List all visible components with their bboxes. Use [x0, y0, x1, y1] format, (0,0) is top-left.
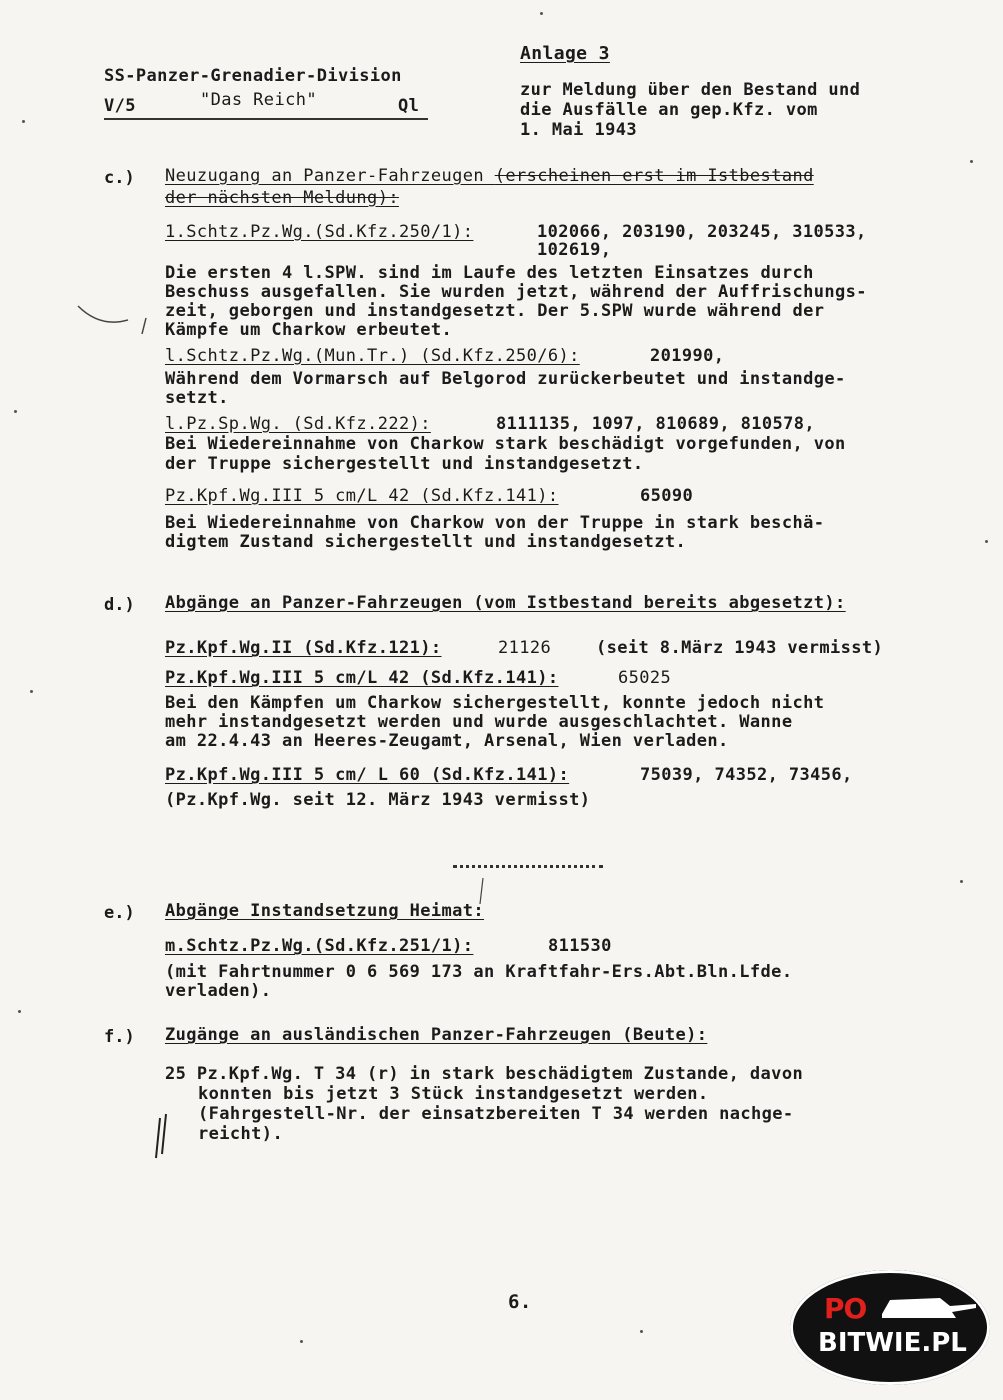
vehicle-type-label: m.Schtz.Pz.Wg.(Sd.Kfz.251/1): — [165, 936, 474, 956]
chassis-numbers-continued: 102619, — [537, 240, 612, 260]
section-c-title-continued: der nächsten Meldung): — [165, 188, 399, 208]
chassis-numbers: 201990, — [650, 346, 725, 366]
chassis-numbers: 102066, 203190, 203245, 310533, — [537, 222, 867, 242]
paragraph-line: setzt. — [165, 388, 229, 408]
section-d-title: Abgänge an Panzer-Fahrzeugen (vom Istbestand bereits abgesetzt): — [165, 593, 846, 613]
scan-speck — [300, 1340, 303, 1343]
section-f-title: Zugänge an ausländischen Panzer-Fahrzeugen (Beute): — [165, 1025, 708, 1045]
paragraph-line: 25 Pz.Kpf.Wg. T 34 (r) in stark beschädigtem Zustande, davon — [165, 1064, 804, 1084]
vehicle-type-label: l.Schtz.Pz.Wg.(Mun.Tr.) (Sd.Kfz.250/6): — [165, 346, 580, 366]
vehicle-type-label: l.Pz.Sp.Wg. (Sd.Kfz.222): — [165, 414, 431, 434]
scan-speck — [960, 880, 963, 883]
paragraph-line: konnten bis jetzt 3 Stück instandgesetzt werden. — [198, 1084, 709, 1104]
scan-speck — [985, 540, 988, 543]
scan-speck — [640, 1330, 643, 1333]
chassis-numbers: 811530 — [548, 936, 612, 956]
paragraph-line: (mit Fahrtnummer 0 6 569 173 an Kraftfahr-Ers.Abt.Bln.Lfde. — [165, 962, 793, 982]
paragraph-line: der Truppe sichergestellt und instandgesetzt. — [165, 454, 644, 474]
paragraph-line: Bei den Kämpfen um Charkow sichergestellt, konnte jedoch nicht — [165, 693, 825, 713]
watermark-logo — [790, 1270, 990, 1385]
report-line-2: die Ausfälle an gep.Kfz. vom — [520, 100, 818, 120]
paragraph-line: (Fahrgestell-Nr. der einsatzbereiten T 34 werden nachge- — [198, 1104, 794, 1124]
paragraph-line: Die ersten 4 l.SPW. sind im Laufe des letzten Einsatzes durch — [165, 263, 814, 283]
chassis-numbers: 75039, 74352, 73456, — [640, 765, 853, 785]
paragraph-line: reicht). — [198, 1124, 284, 1144]
section-d-marker: d.) — [104, 595, 135, 615]
paragraph-line: Kämpfe um Charkow erbeutet. — [165, 320, 453, 340]
paragraph-line: digtem Zustand sichergestellt und instandgesetzt. — [165, 532, 687, 552]
chassis-numbers: 8111135, 1097, 810689, 810578, — [496, 414, 816, 434]
paragraph-line: mehr instandgesetzt werden und wurde ausgeschlachtet. Wanne — [165, 712, 793, 732]
section-e-title: Abgänge Instandsetzung Heimat: — [165, 901, 485, 921]
report-line-3: 1. Mai 1943 — [520, 120, 637, 140]
vehicle-type-label: Pz.Kpf.Wg.III 5 cm/ L 60 (Sd.Kfz.141): — [165, 765, 570, 785]
paragraph-line: Beschuss ausgefallen. Sie wurden jetzt, während der Auffrischungs- — [165, 282, 867, 302]
vehicle-type-label: 1.Schtz.Pz.Wg.(Sd.Kfz.250/1): — [165, 222, 474, 242]
section-c-marker: c.) — [104, 168, 135, 188]
section-f-marker: f.) — [104, 1027, 135, 1047]
reference-suffix: Ql — [398, 96, 420, 116]
page-number: 6. — [508, 1291, 532, 1313]
chassis-numbers: 21126 — [498, 638, 552, 658]
paragraph-line: am 22.4.43 an Heeres-Zeugamt, Arsenal, Wien verladen. — [165, 731, 729, 751]
vehicle-type-label: Pz.Kpf.Wg.II (Sd.Kfz.121): — [165, 638, 442, 658]
scan-speck — [18, 1010, 21, 1013]
paragraph-line: zeit, geborgen und instandgesetzt. Der 5.SPW wurde während der — [165, 301, 825, 321]
paragraph-line: Während dem Vormarsch auf Belgorod zurückerbeutet und instandge- — [165, 369, 846, 389]
paragraph-line: Bei Wiedereinnahme von Charkow von der Truppe in stark beschä- — [165, 513, 825, 533]
missing-note: (seit 8.März 1943 vermisst) — [596, 638, 884, 658]
section-e-marker: e.) — [104, 903, 135, 923]
chassis-numbers: 65025 — [618, 668, 672, 688]
watermark-po: PO — [824, 1292, 867, 1325]
vehicle-type-label: Pz.Kpf.Wg.III 5 cm/L 42 (Sd.Kfz.141): — [165, 486, 559, 506]
scan-speck — [22, 120, 25, 123]
annex-title: Anlage 3 — [520, 43, 610, 64]
vehicle-type-label: Pz.Kpf.Wg.III 5 cm/L 42 (Sd.Kfz.141): — [165, 668, 559, 688]
paragraph-line: Bei Wiedereinnahme von Charkow stark beschädigt vorgefunden, von — [165, 434, 846, 454]
watermark-site: BITWIE.PL — [818, 1328, 967, 1358]
division-subtitle: "Das Reich" — [200, 90, 317, 110]
scan-speck — [14, 410, 17, 413]
scan-speck — [30, 690, 33, 693]
scan-speck — [970, 160, 973, 163]
paragraph-line: verladen). — [165, 981, 272, 1001]
report-line-1: zur Meldung über den Bestand und — [520, 80, 861, 100]
paragraph-line: (Pz.Kpf.Wg. seit 12. März 1943 vermisst) — [165, 790, 591, 810]
section-c-title: Neuzugang an Panzer-Fahrzeugen (erscheinen erst im Istbestand — [165, 166, 814, 186]
scan-speck — [540, 12, 543, 15]
division-name: SS-Panzer-Grenadier-Division — [104, 66, 402, 86]
chassis-numbers: 65090 — [640, 486, 694, 506]
reference-code: V/5 — [104, 96, 136, 116]
